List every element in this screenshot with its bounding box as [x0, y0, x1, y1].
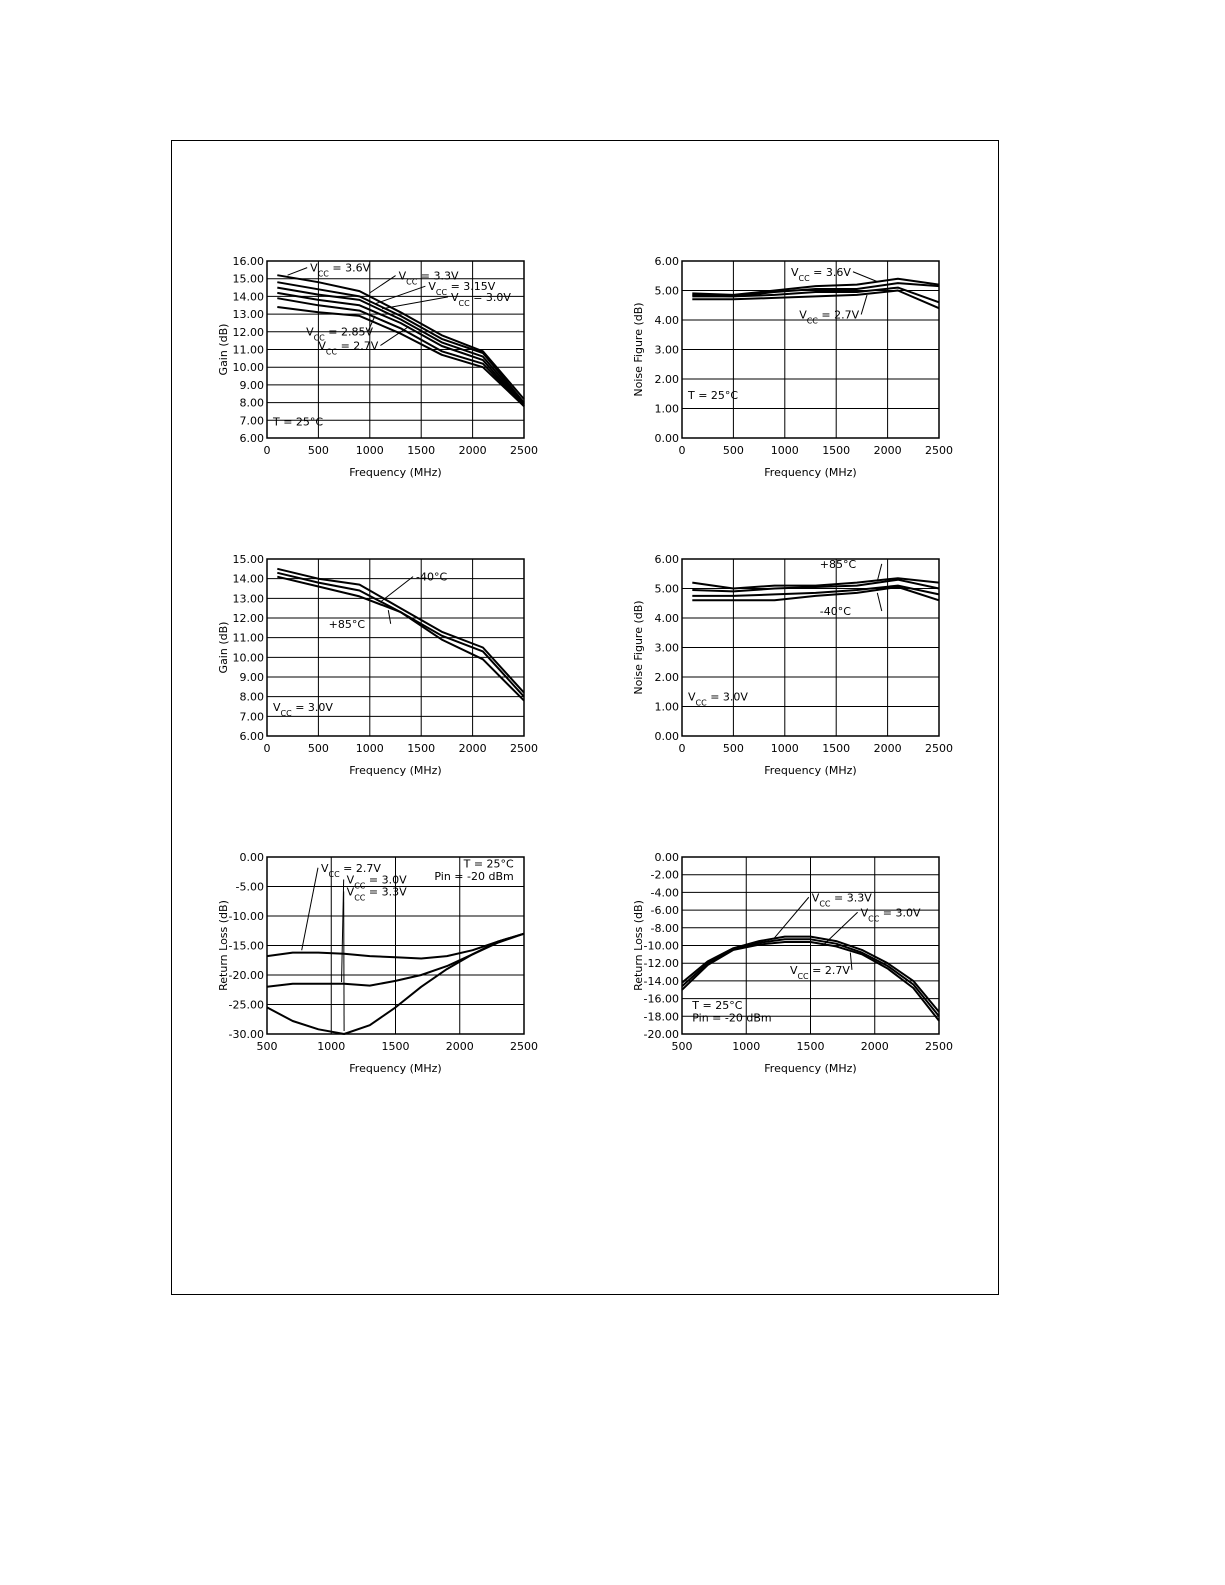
x-tick-label: 2000	[458, 444, 487, 457]
series-label: $V_{CC} = 3.3V$	[346, 885, 407, 902]
chart-annotation: $V_{CC} = 3.0V$	[273, 701, 333, 718]
series-label: $V_{CC} = 2.85V$	[306, 325, 374, 342]
x-tick-label: 1500	[381, 1040, 410, 1053]
y-tick-label: 11.00	[232, 343, 264, 357]
x-tick-label: 0	[263, 742, 271, 755]
y-tick-label: 14.00	[232, 572, 264, 586]
y-tick-label: 3.00	[654, 641, 679, 655]
x-tick-label: 2500	[925, 444, 953, 457]
y-axis-label: Return Loss (dB)	[217, 900, 230, 991]
y-tick-label: 1.00	[654, 402, 679, 416]
x-tick-label: 2500	[510, 742, 538, 755]
chart-output-return-loss	[630, 848, 970, 1083]
y-tick-label: 1.00	[654, 700, 679, 714]
x-tick-label: 2000	[458, 742, 487, 755]
label-leader	[288, 268, 308, 276]
series-label: -40°C	[416, 570, 448, 584]
x-tick-label: 1500	[407, 444, 436, 457]
y-tick-label: 10.00	[232, 651, 264, 665]
x-tick-label: 500	[256, 1040, 278, 1053]
chart-annotation: T = 25°C	[692, 999, 743, 1013]
chart-annotation: T = 25°C	[273, 415, 324, 429]
label-leader	[370, 276, 396, 293]
y-tick-label: 8.00	[239, 396, 264, 410]
label-leader	[850, 953, 852, 970]
y-axis-label: Gain (dB)	[217, 621, 230, 674]
series-label: $V_{CC} = 2.7V$	[789, 963, 850, 981]
series-label: -40°C	[819, 605, 851, 619]
y-axis-label: Noise Figure (dB)	[632, 600, 645, 695]
y-tick-label: 6.00	[654, 255, 679, 268]
x-tick-label: 2500	[925, 1040, 953, 1053]
y-tick-label: 14.00	[232, 290, 264, 304]
x-tick-label: 1500	[407, 742, 436, 755]
series-label: $V_{CC} = 3.0V$	[860, 906, 921, 923]
y-tick-label: 6.00	[239, 730, 264, 743]
y-tick-label: 6.00	[654, 553, 679, 566]
series-label: +85°C	[819, 557, 857, 571]
y-tick-label: 15.00	[232, 553, 264, 566]
label-leader	[376, 286, 425, 303]
y-tick-label: 12.00	[232, 325, 264, 339]
x-tick-label: 500	[722, 742, 744, 755]
y-tick-label: -16.00	[643, 992, 679, 1006]
series-label: $V_{CC} = 3.6V$	[310, 261, 371, 279]
x-tick-label: 1000	[355, 742, 384, 755]
x-tick-label: 1000	[732, 1040, 761, 1053]
y-tick-label: 10.00	[232, 361, 264, 375]
y-tick-label: -20.00	[643, 1028, 679, 1041]
y-tick-label: -10.00	[228, 910, 264, 923]
chart-input-return-loss	[215, 848, 555, 1083]
series-line	[277, 577, 524, 701]
y-axis-label: Noise Figure (dB)	[632, 302, 645, 397]
y-tick-label: -10.00	[643, 939, 679, 953]
y-tick-label: 15.00	[232, 272, 264, 286]
x-tick-label: 0	[263, 444, 271, 457]
label-leader	[861, 295, 867, 315]
chart-gain-vs-temp	[215, 550, 555, 785]
chart-nf-vs-vcc	[630, 252, 970, 487]
x-tick-label: 1500	[822, 444, 851, 457]
x-tick-label: 2000	[873, 742, 902, 755]
y-tick-label: -12.00	[643, 957, 679, 971]
y-tick-label: 4.00	[654, 314, 679, 327]
chart-annotation: Pin = -20 dBm	[692, 1011, 772, 1025]
y-tick-label: 0.00	[654, 432, 679, 445]
y-tick-label: 0.00	[239, 851, 264, 864]
y-axis-label: Return Loss (dB)	[632, 900, 645, 991]
y-tick-label: -25.00	[228, 998, 264, 1012]
y-tick-label: 9.00	[239, 378, 264, 392]
x-tick-label: 500	[307, 742, 329, 755]
series-label: $V_{CC} = 3.15V$	[428, 280, 496, 297]
y-tick-label: -30.00	[228, 1028, 264, 1041]
x-tick-label: 2500	[510, 1040, 538, 1053]
x-tick-label: 1000	[317, 1040, 346, 1053]
label-leader	[302, 868, 318, 950]
y-tick-label: 13.00	[232, 308, 264, 322]
chart-annotation: Pin = -20 dBm	[434, 870, 514, 884]
series-label: $V_{CC} = 2.7V$	[320, 861, 381, 879]
y-tick-label: 0.00	[654, 851, 679, 864]
x-axis-label: Frequency (MHz)	[764, 764, 857, 777]
x-axis-label: Frequency (MHz)	[349, 764, 442, 777]
y-tick-label: 5.00	[654, 284, 679, 298]
y-tick-label: -18.00	[643, 1010, 679, 1024]
x-tick-label: 1500	[822, 742, 851, 755]
series-line	[277, 569, 524, 693]
series-label: $V_{CC} = 3.6V$	[790, 265, 851, 283]
y-tick-label: 0.00	[654, 730, 679, 743]
y-tick-label: 3.00	[654, 343, 679, 357]
y-tick-label: 4.00	[654, 612, 679, 625]
y-tick-label: 12.00	[232, 612, 264, 625]
y-tick-label: -14.00	[643, 974, 679, 988]
x-tick-label: 2500	[925, 742, 953, 755]
x-axis-label: Frequency (MHz)	[764, 466, 857, 479]
series-label: $V_{CC} = 2.7V$	[799, 308, 860, 326]
label-leader	[877, 564, 881, 581]
x-tick-label: 0	[678, 742, 686, 755]
chart-annotation: T = 25°C	[463, 857, 514, 871]
x-axis-label: Frequency (MHz)	[764, 1062, 857, 1075]
series-line	[277, 570, 524, 697]
y-axis-label: Gain (dB)	[217, 323, 230, 376]
label-leader	[382, 297, 448, 309]
y-tick-label: -4.00	[650, 886, 679, 900]
series-label: $V_{CC} = 3.0V$	[346, 873, 407, 891]
y-tick-label: 8.00	[239, 690, 264, 704]
series-label: $V_{CC} = 3.3V$	[398, 269, 459, 287]
series-line	[692, 291, 939, 309]
chart-gain-vs-vcc	[215, 252, 555, 487]
y-tick-label: -2.00	[650, 868, 679, 882]
y-tick-label: 5.00	[654, 582, 679, 596]
x-axis-label: Frequency (MHz)	[349, 466, 442, 479]
x-tick-label: 1000	[355, 444, 384, 457]
y-tick-label: 7.00	[239, 414, 264, 428]
chart-annotation: T = 25°C	[688, 389, 739, 403]
x-tick-label: 0	[678, 444, 686, 457]
x-tick-label: 2000	[873, 444, 902, 457]
x-tick-label: 1500	[796, 1040, 825, 1053]
y-tick-label: -8.00	[650, 921, 679, 935]
series-label: $V_{CC} = 2.7V$	[318, 339, 379, 356]
y-tick-label: 7.00	[239, 710, 264, 724]
x-tick-label: 500	[722, 444, 744, 457]
x-tick-label: 1000	[770, 444, 799, 457]
x-tick-label: 500	[307, 444, 329, 457]
label-leader	[388, 610, 390, 624]
series-label: $V_{CC} = 3.3V$	[811, 891, 872, 908]
x-tick-label: 2000	[445, 1040, 474, 1053]
y-tick-label: 16.00	[232, 255, 264, 268]
chart-annotation: $V_{CC} = 3.0V$	[688, 690, 748, 708]
x-tick-label: 2500	[510, 444, 538, 457]
label-leader	[853, 272, 877, 282]
y-tick-label: -5.00	[235, 880, 264, 894]
y-tick-label: 2.00	[654, 671, 679, 684]
x-tick-label: 500	[671, 1040, 693, 1053]
y-tick-label: 11.00	[232, 631, 264, 645]
label-leader	[877, 593, 881, 611]
series-label: $V_{CC} = 3.0V$	[451, 290, 511, 308]
chart-nf-vs-temp	[630, 550, 970, 785]
y-tick-label: 13.00	[232, 592, 264, 606]
x-axis-label: Frequency (MHz)	[349, 1062, 442, 1075]
label-leader	[773, 897, 809, 939]
y-tick-label: -20.00	[228, 969, 264, 982]
y-tick-label: 9.00	[239, 671, 264, 684]
x-tick-label: 1000	[770, 742, 799, 755]
y-tick-label: 6.00	[239, 432, 264, 445]
x-tick-label: 2000	[860, 1040, 889, 1053]
y-tick-label: -6.00	[650, 904, 679, 918]
y-tick-label: -15.00	[228, 939, 264, 953]
series-label: +85°C	[328, 617, 366, 631]
y-tick-label: 2.00	[654, 373, 679, 386]
